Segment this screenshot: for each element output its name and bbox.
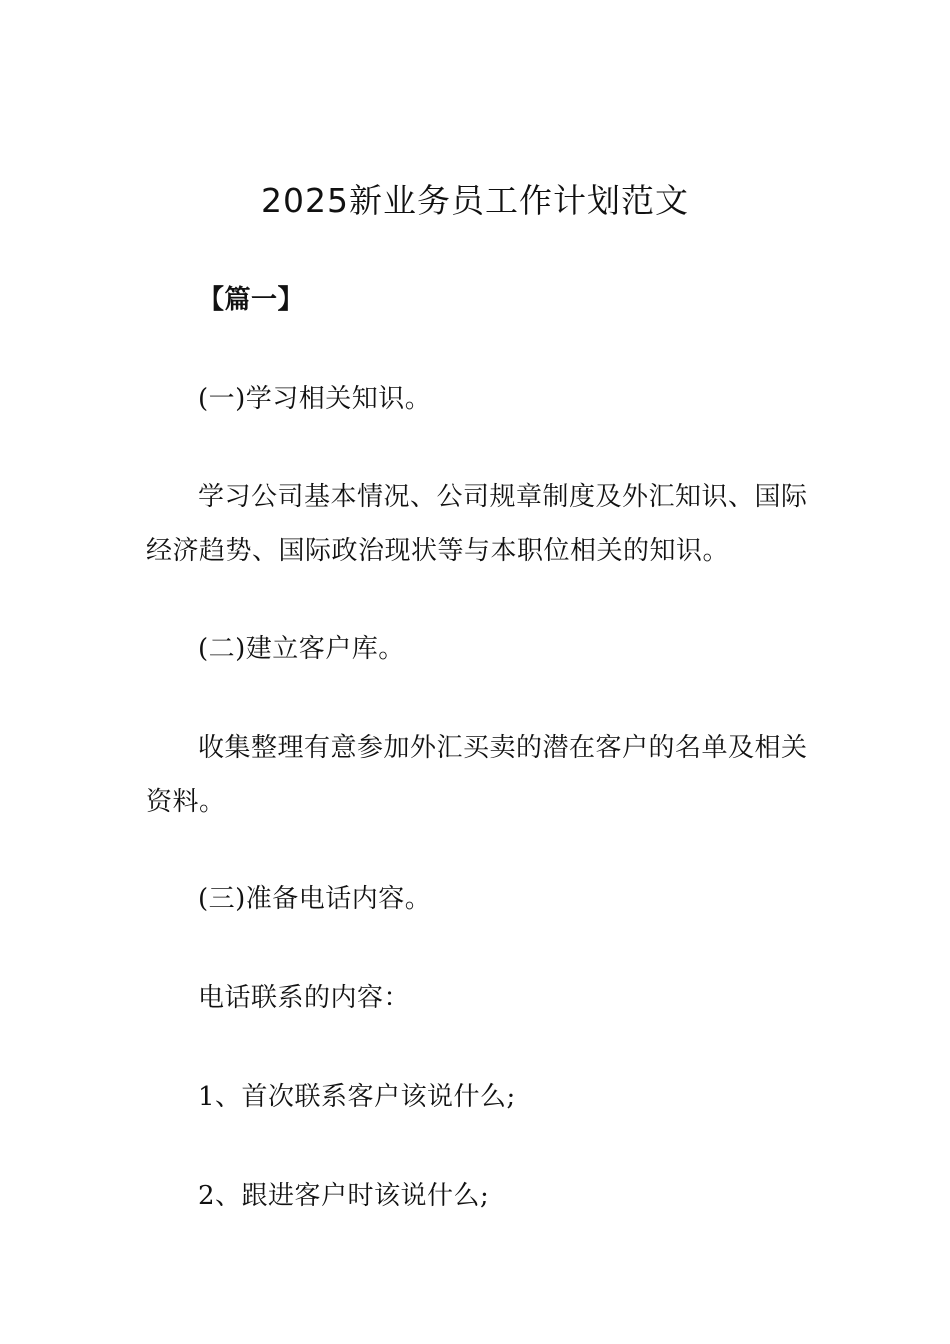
section-label: 【篇一】	[198, 285, 305, 315]
paragraph-heading-3: (三)准备电话内容。	[198, 884, 432, 914]
list-item-2: 2、跟进客户时该说什么;	[198, 1181, 490, 1211]
paragraph-body-2: 收集整理有意参加外汇买卖的潜在客户的名单及相关资料。	[146, 733, 808, 817]
paragraph-heading-1: (一)学习相关知识。	[198, 384, 432, 414]
paragraph-heading-2: (二)建立客户库。	[198, 634, 405, 664]
paragraph-body-3: 电话联系的内容：	[198, 983, 411, 1013]
list-item-1: 1、首次联系客户该说什么;	[198, 1082, 516, 1112]
paragraph-body-1: 学习公司基本情况、公司规章制度及外汇知识、国际经济趋势、国际政治现状等与本职位相关的知识。	[146, 482, 808, 566]
document-title: 2025新业务员工作计划范文	[261, 181, 689, 220]
